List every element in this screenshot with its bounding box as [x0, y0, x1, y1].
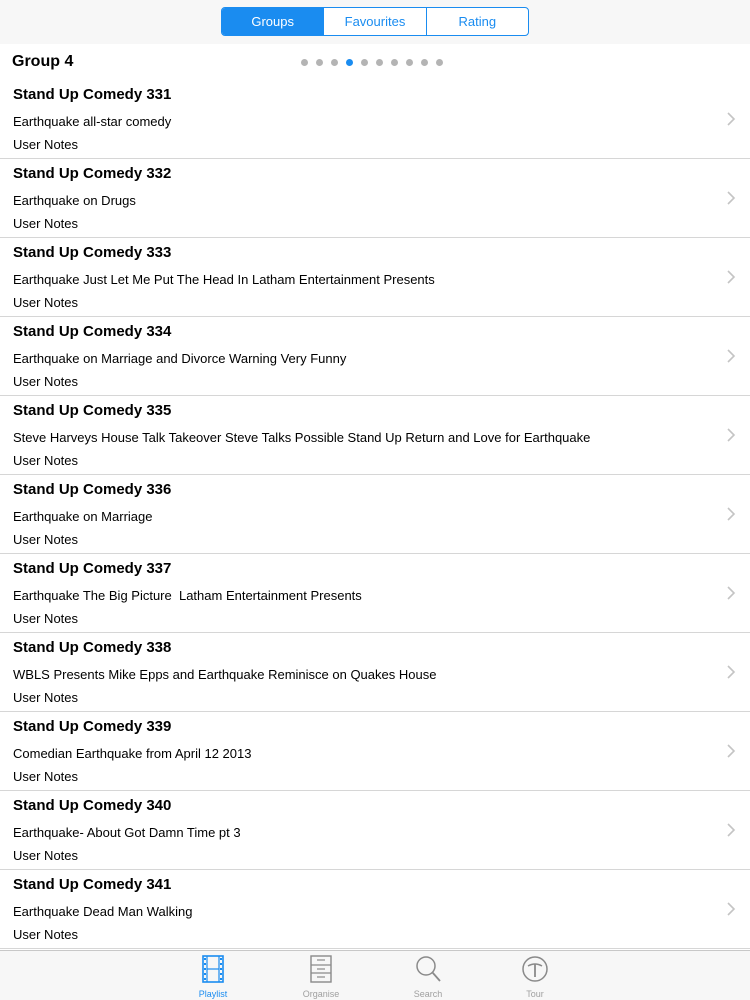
view-segmented-control [221, 7, 529, 36]
chevron-right-icon [726, 269, 736, 285]
item-subtitle: Earthquake on Marriage and Divorce Warning Very Funny [13, 351, 347, 366]
tab-organise[interactable] [291, 955, 351, 999]
segment-groups[interactable]: Groups [222, 8, 324, 35]
page-dot[interactable] [346, 59, 353, 66]
item-notes: User Notes [13, 295, 79, 310]
magnifier-icon [414, 955, 442, 983]
tab-label-organise: Organise [302, 989, 340, 999]
chevron-right-icon [726, 822, 736, 838]
segment-favourites[interactable]: Favourites [324, 8, 426, 35]
item-title: Stand Up Comedy 334 [13, 323, 172, 340]
item-subtitle: Earthquake The Big Picture Latham Entertainment Presents [13, 588, 362, 603]
tab-playlist[interactable] [183, 955, 243, 999]
chevron-right-icon [726, 506, 736, 522]
list-item[interactable] [0, 238, 750, 317]
tab-label-tour: Tour [526, 989, 544, 999]
segment-rating[interactable]: Rating [458, 14, 497, 29]
item-title: Stand Up Comedy 333 [13, 244, 172, 261]
page-dot[interactable] [301, 59, 308, 66]
tab-bar [0, 950, 750, 1000]
item-title: Stand Up Comedy 335 [13, 402, 172, 419]
item-notes: User Notes [13, 927, 79, 942]
chevron-right-icon [726, 901, 736, 917]
item-notes: User Notes [13, 769, 79, 784]
list-item[interactable] [0, 396, 750, 475]
item-subtitle: Earthquake Dead Man Walking [13, 904, 193, 919]
list-item[interactable] [0, 791, 750, 870]
tour-icon [521, 955, 549, 983]
group-title: Group 4 [12, 53, 74, 70]
chevron-right-icon [726, 427, 736, 443]
item-title: Stand Up Comedy 336 [13, 481, 172, 498]
item-subtitle: Earthquake on Marriage [13, 509, 153, 524]
item-title: Stand Up Comedy 331 [13, 86, 172, 103]
item-notes: User Notes [13, 532, 79, 547]
chevron-right-icon [726, 743, 736, 759]
chevron-right-icon [726, 664, 736, 680]
top-toolbar [0, 0, 750, 44]
page-dot[interactable] [421, 59, 428, 66]
playlist-list [0, 80, 750, 949]
group-header [0, 44, 750, 80]
item-subtitle: Steve Harveys House Talk Takeover Steve Talks Possible Stand Up Return and Love for Earthquake [13, 430, 591, 445]
item-subtitle: Earthquake on Drugs [13, 193, 136, 208]
chevron-right-icon [726, 348, 736, 364]
item-notes: User Notes [13, 611, 79, 626]
item-title: Stand Up Comedy 340 [13, 797, 172, 814]
film-strip-icon [199, 955, 227, 983]
item-notes: User Notes [13, 690, 79, 705]
item-title: Stand Up Comedy 339 [13, 718, 172, 735]
list-item[interactable] [0, 317, 750, 396]
item-notes: User Notes [13, 374, 79, 389]
tab-label-search: Search [413, 989, 443, 999]
page-dot[interactable] [361, 59, 368, 66]
chevron-right-icon [726, 190, 736, 206]
list-item[interactable] [0, 712, 750, 791]
cabinet-icon [307, 955, 335, 983]
chevron-right-icon [726, 585, 736, 601]
item-subtitle: Earthquake- About Got Damn Time pt 3 [13, 825, 241, 840]
item-notes: User Notes [13, 216, 79, 231]
list-item[interactable] [0, 80, 750, 159]
item-title: Stand Up Comedy 338 [13, 639, 172, 656]
tab-tour[interactable] [505, 955, 565, 999]
item-notes: User Notes [13, 453, 79, 468]
page-control[interactable] [301, 59, 443, 66]
page-dot[interactable] [376, 59, 383, 66]
item-subtitle: Earthquake Just Let Me Put The Head In Latham Entertainment Presents [13, 272, 435, 287]
list-item[interactable] [0, 554, 750, 633]
tab-search[interactable] [398, 955, 458, 999]
item-title: Stand Up Comedy 332 [13, 165, 172, 182]
item-title: Stand Up Comedy 341 [13, 876, 172, 893]
page-dot[interactable] [316, 59, 323, 66]
page-dot[interactable] [391, 59, 398, 66]
item-notes: User Notes [13, 137, 79, 152]
tab-label-playlist: Playlist [198, 989, 228, 999]
item-title: Stand Up Comedy 337 [13, 560, 172, 577]
item-subtitle: Comedian Earthquake from April 12 2013 [13, 746, 252, 761]
page-dot[interactable] [436, 59, 443, 66]
item-subtitle: WBLS Presents Mike Epps and Earthquake Reminisce on Quakes House [13, 667, 437, 682]
chevron-right-icon [726, 111, 736, 127]
item-subtitle: Earthquake all-star comedy [13, 114, 172, 129]
list-item[interactable] [0, 870, 750, 949]
item-notes: User Notes [13, 848, 79, 863]
page-dot[interactable] [331, 59, 338, 66]
list-item[interactable] [0, 633, 750, 712]
list-item[interactable] [0, 159, 750, 238]
list-item[interactable] [0, 475, 750, 554]
page-dot[interactable] [406, 59, 413, 66]
